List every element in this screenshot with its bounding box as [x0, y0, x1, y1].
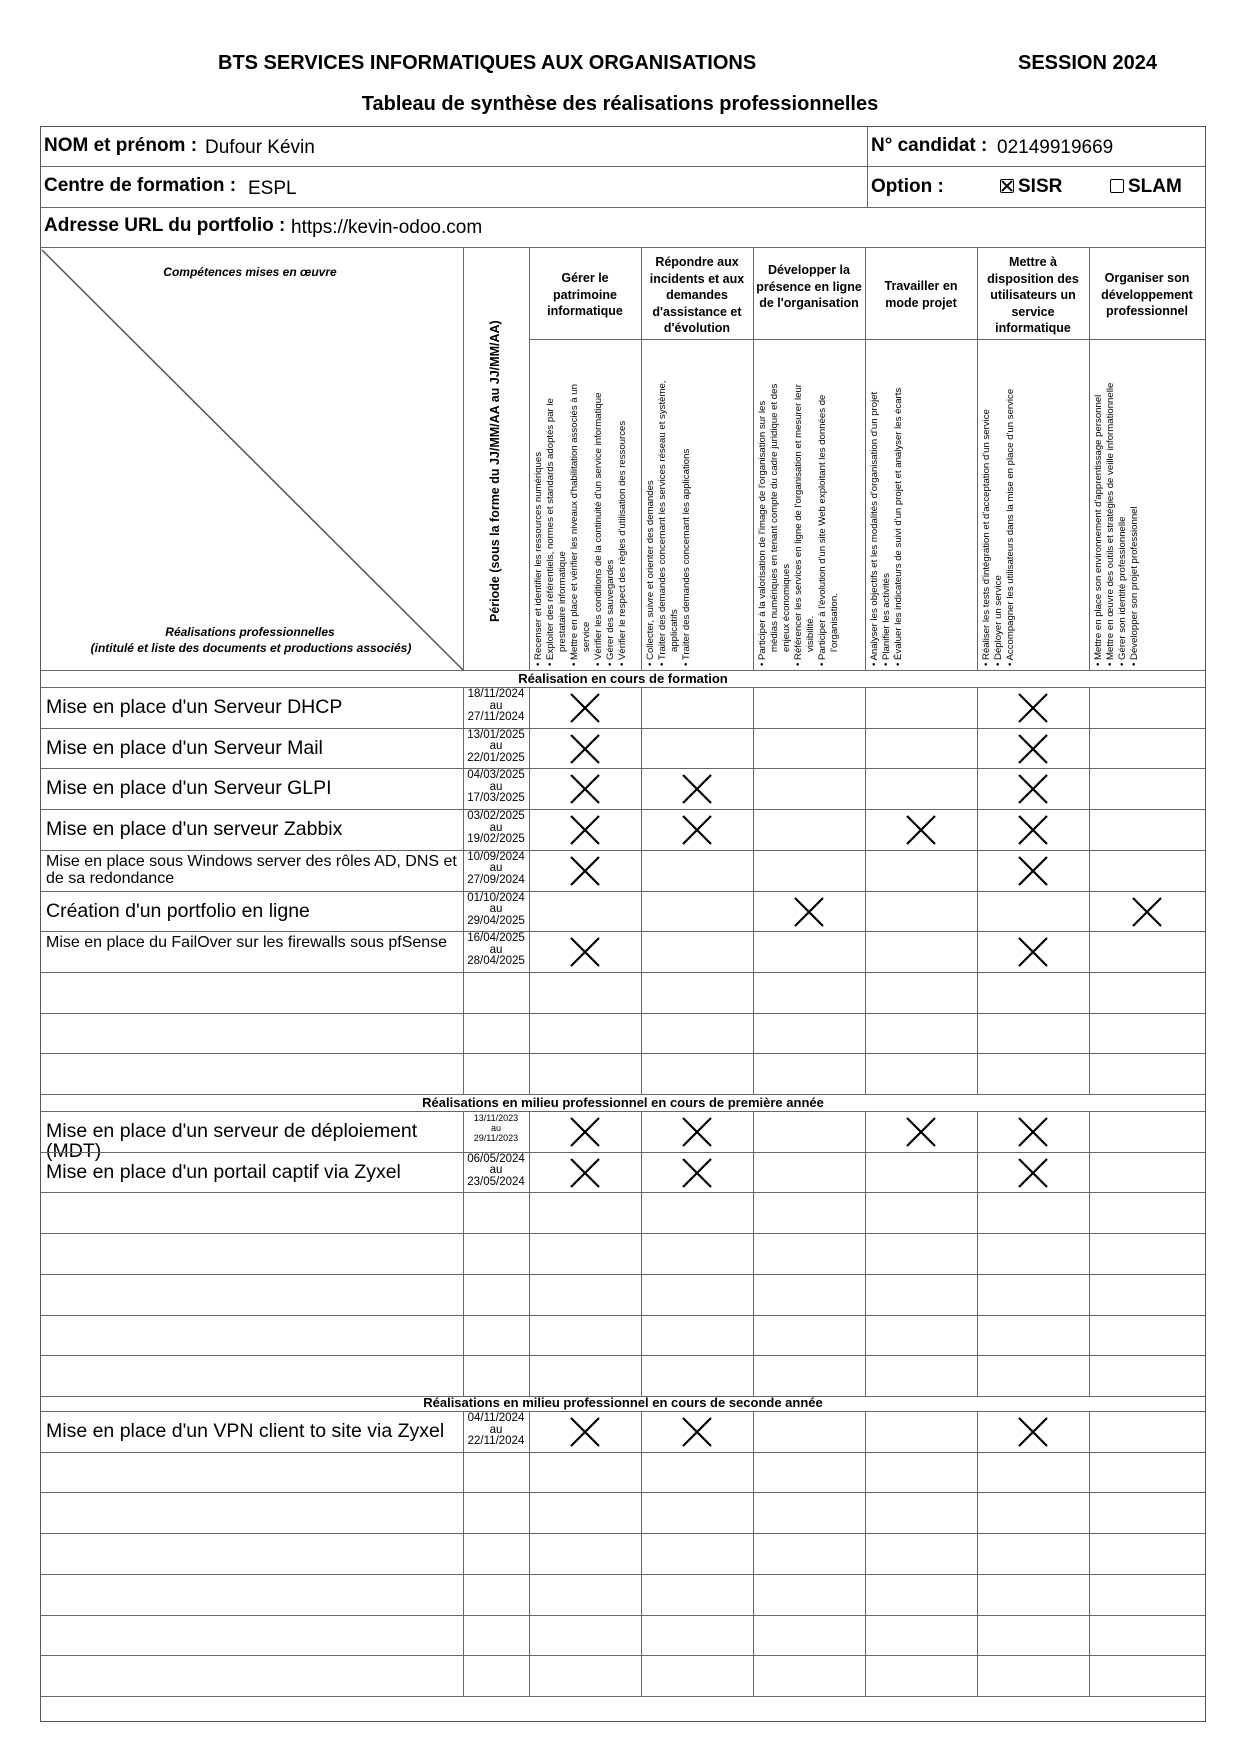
- period-line: au: [489, 699, 503, 712]
- cross-mark-icon[interactable]: [570, 774, 600, 804]
- table-row: [41, 1233, 1205, 1274]
- cross-mark-icon[interactable]: [570, 856, 600, 886]
- period-line: 29/11/2023: [473, 1133, 519, 1143]
- portfolio-url-label: Adresse URL du portfolio :: [44, 215, 286, 236]
- divider: [41, 1274, 1205, 1275]
- cross-mark-icon[interactable]: [1018, 1117, 1048, 1147]
- competence-item: • Traiter des demandes concernant les services réseau et système,: [657, 380, 668, 666]
- realisation-period[interactable]: [465, 689, 527, 724]
- divider: [977, 248, 978, 670]
- cross-mark-icon[interactable]: [906, 1117, 936, 1147]
- period-line: au: [489, 903, 503, 915]
- cross-mark-icon[interactable]: [570, 734, 600, 764]
- divider: [463, 1411, 464, 1696]
- divider: [41, 972, 1205, 973]
- cross-mark-icon[interactable]: [1132, 897, 1162, 927]
- table-row: [41, 1655, 1205, 1696]
- centre-field[interactable]: ESPL: [248, 178, 297, 199]
- realisation-title[interactable]: Mise en place d'un serveur de déploiement (MDT): [46, 1120, 418, 1162]
- cross-mark-icon[interactable]: [1018, 856, 1048, 886]
- divider: [529, 1111, 530, 1396]
- divider: [41, 768, 1205, 769]
- cross-mark-icon[interactable]: [1018, 734, 1048, 764]
- competence-item: • Accompagner les utilisateurs dans la mise en place d'un service: [1005, 388, 1016, 666]
- divider: [41, 1013, 1205, 1014]
- period-line: 19/02/2025: [467, 833, 525, 846]
- divider: [41, 891, 1205, 892]
- divider: [977, 1411, 978, 1696]
- divider: [41, 1053, 1205, 1054]
- competence-item: • Gérer son identité professionnelle: [1117, 516, 1128, 666]
- cross-mark-icon[interactable]: [1018, 693, 1048, 723]
- period-line: au: [489, 862, 503, 875]
- cross-mark-icon[interactable]: [682, 1158, 712, 1188]
- competence-item: médias numériques en tenant compte du cadre juridique et des: [769, 383, 780, 652]
- realisation-period[interactable]: [465, 933, 527, 968]
- period-line: 22/11/2024: [467, 1435, 525, 1447]
- divider: [641, 1111, 642, 1396]
- table-row: [41, 1615, 1205, 1656]
- realisation-period[interactable]: [465, 1413, 527, 1448]
- realisation-title[interactable]: Mise en place d'un portail captif via Zyxel: [46, 1160, 401, 1183]
- cross-mark-icon[interactable]: [1018, 774, 1048, 804]
- divider: [41, 1396, 1205, 1397]
- divider: [753, 1411, 754, 1696]
- period-line: 22/01/2025: [467, 751, 525, 764]
- table-row: [41, 1492, 1205, 1533]
- period-line: 27/09/2024: [467, 873, 525, 886]
- period-line: 23/05/2024: [467, 1175, 525, 1188]
- option-label: Option :: [871, 176, 944, 197]
- realisation-period[interactable]: [465, 852, 527, 887]
- session-label: SESSION 2024: [1018, 52, 1157, 74]
- period-line: 04/03/2025: [467, 769, 525, 782]
- cross-mark-icon[interactable]: [570, 1117, 600, 1147]
- cross-mark-icon[interactable]: [1018, 1158, 1048, 1188]
- competence-items-5: [981, 389, 1017, 666]
- table-row: [41, 1533, 1205, 1574]
- divider: [865, 1111, 866, 1396]
- divider: [41, 1233, 1205, 1234]
- realisation-period[interactable]: [465, 1154, 527, 1189]
- competence-item: • Évaluer les indicateurs de suivi d'un projet et analyser les écarts: [893, 387, 904, 666]
- period-line: 03/02/2025: [467, 810, 525, 823]
- divider: [977, 1111, 978, 1396]
- cross-mark-icon[interactable]: [570, 693, 600, 723]
- realisation-title[interactable]: Mise en place sous Windows server des rôles AD, DNS et de sa redondance: [46, 852, 457, 887]
- divider: [529, 687, 530, 1094]
- competence-item: • Mettre en œuvre des outils et stratégies de veille informationnelle: [1105, 382, 1116, 666]
- table-row: [41, 1452, 1205, 1493]
- divider: [463, 687, 464, 1094]
- period-line: au: [489, 943, 503, 956]
- competence-item: • Référencer les services en ligne de l'organisation et mesurer leur: [793, 384, 804, 666]
- period-line: au: [489, 740, 503, 753]
- realisations-sublabel: (intitulé et liste des documents et productions associés): [90, 641, 412, 655]
- divider: [41, 1533, 1205, 1534]
- cross-mark-icon[interactable]: [682, 1417, 712, 1447]
- period-line: au: [489, 1423, 503, 1436]
- period-line: 18/11/2024: [467, 688, 525, 700]
- divider: [41, 1152, 1205, 1153]
- divider: [641, 248, 642, 670]
- period-line: au: [489, 821, 503, 834]
- competence-items-4: [869, 388, 905, 666]
- cross-mark-icon[interactable]: [1018, 1417, 1048, 1447]
- competence-item: • Participer à la valorisation de l'image de l'organisation sur les: [757, 400, 768, 666]
- option-sisr-label: SISR: [1018, 176, 1063, 197]
- realisation-title[interactable]: Mise en place d'un serveur Zabbix: [46, 818, 343, 841]
- divider: [41, 1315, 1205, 1316]
- divider: [41, 1696, 1205, 1697]
- cross-mark-icon[interactable]: [1018, 937, 1048, 967]
- candidate-number-field[interactable]: 02149919669: [997, 137, 1114, 158]
- realisation-title[interactable]: Création d'un portfolio en ligne: [46, 899, 310, 922]
- cross-mark-icon[interactable]: [794, 897, 824, 927]
- divider: [529, 339, 1205, 340]
- competence-item: • Mettre en place son environnement d'apprentissage personnel: [1093, 394, 1104, 666]
- divider: [41, 1094, 1205, 1095]
- realisation-period[interactable]: [465, 1113, 527, 1143]
- competence-item: prestataire informatique: [557, 551, 568, 652]
- divider: [753, 1111, 754, 1396]
- divider: [1089, 248, 1090, 670]
- cross-mark-icon[interactable]: [570, 937, 600, 967]
- period-line: 04/11/2024: [467, 1412, 525, 1424]
- period-line: 13/11/2023: [473, 1113, 519, 1123]
- competence-item: • Analyser les objectifs et les modalités d'organisation d'un projet: [869, 391, 880, 666]
- divider: [865, 248, 866, 670]
- period-line: 28/04/2025: [467, 955, 525, 968]
- divider: [41, 670, 1205, 671]
- competence-item: • Collecter, suivre et orienter des demandes: [645, 480, 656, 666]
- competence-header-6: Organiser son développement professionnel: [1101, 271, 1193, 318]
- cross-mark-icon[interactable]: [570, 1158, 600, 1188]
- realisations-label: Réalisations professionnelles: [165, 625, 335, 639]
- table-row: [41, 972, 1205, 1013]
- table-row: [41, 1013, 1205, 1054]
- portfolio-url-field[interactable]: https://kevin-odoo.com: [291, 217, 483, 238]
- table-row: [41, 1574, 1205, 1615]
- competence-items-2: [645, 381, 693, 666]
- divider: [463, 248, 464, 670]
- cross-mark-icon[interactable]: [570, 1417, 600, 1447]
- table-row: [41, 1274, 1205, 1315]
- realisation-title[interactable]: Mise en place du FailOver sur les firewalls sous pfSense: [46, 934, 448, 952]
- period-line: 17/03/2025: [467, 792, 525, 805]
- competence-items-3: [757, 384, 841, 666]
- competence-item: applicatifs: [669, 609, 680, 652]
- competence-item: • Recenser et identifier les ressources numériques: [533, 452, 544, 666]
- cross-mark-icon[interactable]: [682, 1117, 712, 1147]
- competence-item: • Exploiter des référentiels, normes et standards adoptés par le: [545, 398, 556, 666]
- competence-item: • Gérer des sauvegardes: [605, 559, 616, 666]
- candidate-number-label: N° candidat :: [871, 135, 988, 156]
- divider: [753, 687, 754, 1094]
- competence-item: • Mettre en place et vérifier les niveaux d'habilitation associés à un: [569, 384, 580, 666]
- period-line: au: [490, 1123, 501, 1133]
- divider: [41, 1192, 1205, 1193]
- realisation-title[interactable]: Mise en place d'un Serveur GLPI: [46, 777, 332, 800]
- divider: [41, 1574, 1205, 1575]
- competence-header-3: Développer la présence en ligne de l'organisation: [756, 263, 862, 310]
- cross-mark-icon[interactable]: [1018, 815, 1048, 845]
- competence-items-6: [1093, 383, 1141, 666]
- realisation-period[interactable]: [465, 811, 527, 846]
- competence-header-2: Répondre aux incidents et aux demandes d'assistance et d'évolution: [649, 255, 745, 335]
- name-field[interactable]: Dufour Kévin: [205, 137, 315, 158]
- realisation-title[interactable]: Mise en place d'un Serveur DHCP: [46, 696, 343, 718]
- divider: [1089, 1111, 1090, 1396]
- divider: [41, 850, 1205, 851]
- divider: [1089, 1411, 1090, 1696]
- divider: [463, 1111, 464, 1396]
- cross-mark-icon[interactable]: [570, 815, 600, 845]
- divider: [41, 1492, 1205, 1493]
- divider: [641, 1411, 642, 1696]
- divider: [865, 1411, 866, 1696]
- period-line: 06/05/2024: [467, 1152, 525, 1165]
- section-title: Réalisations en milieu professionnel en cours de seconde année: [423, 1395, 823, 1410]
- competence-item: l'organisation.: [829, 593, 840, 652]
- divider: [41, 1411, 1205, 1412]
- table-row: [41, 1315, 1205, 1356]
- divider: [41, 728, 1205, 729]
- divider: [1089, 687, 1090, 1094]
- period-line: 10/09/2024: [467, 850, 525, 863]
- table-row: [41, 1192, 1205, 1233]
- competence-item: • Développer son projet professionnel: [1129, 506, 1140, 666]
- cross-mark-icon[interactable]: [906, 815, 936, 845]
- competence-item: enjeux économiques: [781, 563, 792, 652]
- divider: [641, 687, 642, 1094]
- competence-item: visibilité.: [805, 615, 816, 652]
- realisation-period[interactable]: [465, 730, 527, 765]
- competences-label: Compétences mises en œuvre: [163, 265, 337, 279]
- period-column-header: Période (sous la forme du JJ/MM/AA au JJ/MM/AA): [488, 320, 502, 622]
- competence-items-1: [533, 384, 629, 666]
- divider: [41, 1655, 1205, 1656]
- divider: [753, 248, 754, 670]
- realisation-title[interactable]: Mise en place d'un VPN client to site via Zyxel: [46, 1420, 445, 1442]
- divider: [529, 1411, 530, 1696]
- realisation-period[interactable]: [465, 893, 527, 928]
- cross-mark-icon[interactable]: [682, 815, 712, 845]
- competence-item: • Planifier les activités: [881, 573, 892, 666]
- competence-item: • Vérifier le respect des règles d'utilisation des ressources: [617, 420, 628, 666]
- period-line: 01/10/2024: [467, 891, 525, 904]
- competence-item: • Participer à l'évolution d'un site Web exploitant les données de: [817, 394, 828, 666]
- competence-item: • Réaliser les tests d'intégration et d'acceptation d'un service: [981, 409, 992, 666]
- period-line: 16/04/2025: [467, 932, 525, 945]
- period-line: au: [489, 1164, 503, 1177]
- divider: [41, 1355, 1205, 1356]
- name-label: NOM et prénom :: [44, 135, 198, 156]
- period-line: au: [489, 780, 503, 793]
- divider: [41, 1452, 1205, 1453]
- period-line: 29/04/2025: [467, 914, 525, 927]
- divider: [41, 1615, 1205, 1616]
- competence-header-1: Gérer le patrimoine informatique: [547, 271, 623, 318]
- competence-header-4: Travailler en mode projet: [884, 279, 958, 310]
- realisation-period[interactable]: [465, 770, 527, 805]
- competence-item: • Traiter des demandes concernant les applications: [681, 448, 692, 666]
- competence-item: service: [581, 621, 592, 652]
- period-line: 13/01/2025: [467, 728, 525, 741]
- table-row: [41, 1053, 1205, 1094]
- option-slam-label: SLAM: [1128, 176, 1182, 197]
- divider: [41, 687, 1205, 688]
- divider: [865, 687, 866, 1094]
- form-title: BTS SERVICES INFORMATIQUES AUX ORGANISATIONS: [218, 52, 757, 74]
- competence-item: • Vérifier les conditions de la continuité d'un service informatique: [593, 392, 604, 666]
- cross-mark-icon[interactable]: [682, 774, 712, 804]
- divider: [529, 248, 530, 670]
- competence-item: • Déployer un service: [993, 575, 1004, 666]
- form-subtitle: Tableau de synthèse des réalisations professionnelles: [361, 93, 879, 115]
- divider: [977, 687, 978, 1094]
- section-title: Réalisations en milieu professionnel en cours de première année: [422, 1095, 824, 1110]
- divider: [41, 931, 1205, 932]
- divider: [41, 809, 1205, 810]
- table-row: [41, 1355, 1205, 1396]
- period-line: 27/11/2024: [467, 711, 525, 723]
- section-title: Réalisation en cours de formation: [518, 671, 728, 686]
- centre-label: Centre de formation :: [44, 175, 237, 196]
- divider: [41, 1111, 1205, 1112]
- realisation-title[interactable]: Mise en place d'un Serveur Mail: [46, 736, 323, 759]
- competence-header-5: Mettre à disposition des utilisateurs un service informatique: [987, 255, 1079, 335]
